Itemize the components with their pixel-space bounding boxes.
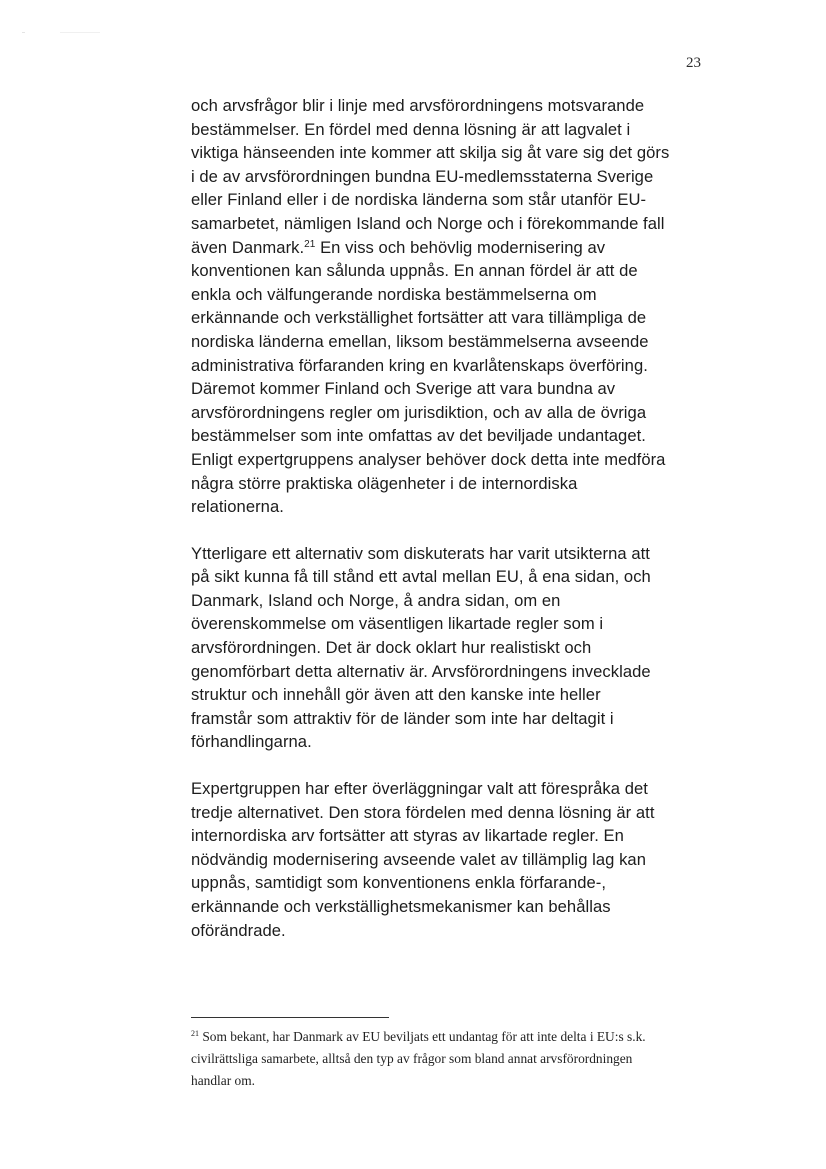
- text-line: administrativa förfaranden kring en kvarlåtenskaps överföring.: [191, 355, 648, 375]
- text-line: några större praktiska olägenheter i de internordiska: [191, 473, 578, 493]
- footnote-separator: [191, 1017, 389, 1018]
- paragraph-1: [191, 94, 721, 519]
- text-line: nordiska länderna emellan, liksom bestämmelserna avseende: [191, 331, 649, 351]
- text-line: konventionen kan sålunda uppnås. En annan fördel är att de: [191, 261, 638, 281]
- text-line: Enligt expertgruppens analyser behöver dock detta inte medföra: [191, 449, 666, 469]
- text-line: uppnås, samtidigt som konventionens enkla förfarande-,: [191, 873, 607, 893]
- text-line: erkännande och verkställighet fortsätter att vara tillämpliga de: [191, 308, 647, 328]
- scan-artifact: [60, 32, 100, 33]
- body-text: [191, 94, 721, 965]
- text-line: i de av arvsförordningen bundna EU-medlemsstaterna Sverige: [191, 166, 654, 186]
- text-line: genomförbart detta alternativ är. Arvsförordningens invecklade: [191, 661, 651, 681]
- text-line: struktur och innehåll gör även att den kanske inte heller: [191, 685, 601, 705]
- scan-artifact: [22, 32, 25, 33]
- text-line: framstår som attraktiv för de länder som inte har deltagit i: [191, 708, 614, 728]
- text-line: relationerna.: [191, 497, 284, 517]
- text-line: Ytterligare ett alternativ som diskuterats har varit utsikterna att: [191, 543, 650, 563]
- paragraph-3: [191, 777, 721, 942]
- text-line-with-footnote: [191, 236, 721, 260]
- text-line: Däremot kommer Finland och Sverige att vara bundna av: [191, 379, 616, 399]
- footnote-line: [191, 1026, 721, 1048]
- text-line: arvsförordningen. Det är dock oklart hur realistiskt och: [191, 638, 592, 658]
- text-line: arvsförordningens regler om jurisdiktion, och av alla de övriga: [191, 402, 647, 422]
- text-line: bestämmelser. En fördel med denna lösning är att lagvalet i: [191, 119, 631, 139]
- text-line: Expertgruppen har efter överläggningar valt att förespråka det: [191, 779, 648, 799]
- text-line: enkla och välfungerande nordiska bestämmelserna om: [191, 284, 597, 304]
- text-line: på sikt kunna få till stånd ett avtal mellan EU, å ena sidan, och: [191, 567, 651, 587]
- text-line: Danmark, Island och Norge, å andra sidan, om en: [191, 590, 561, 610]
- paragraph-2: [191, 542, 721, 754]
- text-line: eller Finland eller i de nordiska länderna som står utanför EU-: [191, 190, 647, 210]
- text-line: internordiska arv fortsätter att styras av likartade regler. En: [191, 826, 624, 846]
- text-line: och arvsfrågor blir i linje med arvsförordningens motsvarande: [191, 96, 645, 115]
- text-line: erkännande och verkställighetsmekanismer kan behållas: [191, 897, 611, 916]
- text-line: tredje alternativet. Den stora fördelen med denna lösning är att: [191, 802, 655, 822]
- text-line: viktiga hänseenden inte kommer att skilja sig åt vare sig det görs: [191, 143, 670, 163]
- footnote-line: handlar om.: [191, 1073, 255, 1088]
- text-line: nödvändig modernisering avseende valet av tillämplig lag kan: [191, 849, 646, 869]
- footnote-line: civilrättsliga samarbete, alltså den typ av frågor som bland annat arvsförordningen: [191, 1051, 633, 1066]
- text-segment: En viss och behövlig modernisering av: [315, 237, 606, 257]
- text-line: överenskommelse om väsentligen likartade regler som i: [191, 614, 604, 634]
- text-line: bestämmelser som inte omfattas av det beviljade undantaget.: [191, 426, 646, 446]
- text-line: samarbetet, nämligen Island och Norge och i förekommande fall: [191, 213, 665, 233]
- footnote-marker: 21: [191, 1029, 199, 1038]
- text-line: oförändrade.: [191, 920, 286, 940]
- text-line: förhandlingarna.: [191, 732, 312, 752]
- footnote-reference[interactable]: 21: [304, 238, 316, 250]
- text-segment: även Danmark.: [191, 237, 305, 257]
- footnote: [191, 1026, 721, 1092]
- text-segment: Som bekant, har Danmark av EU beviljats ett undantag för att inte delta i EU:s s.k.: [199, 1029, 646, 1044]
- page-number: 23: [686, 55, 701, 71]
